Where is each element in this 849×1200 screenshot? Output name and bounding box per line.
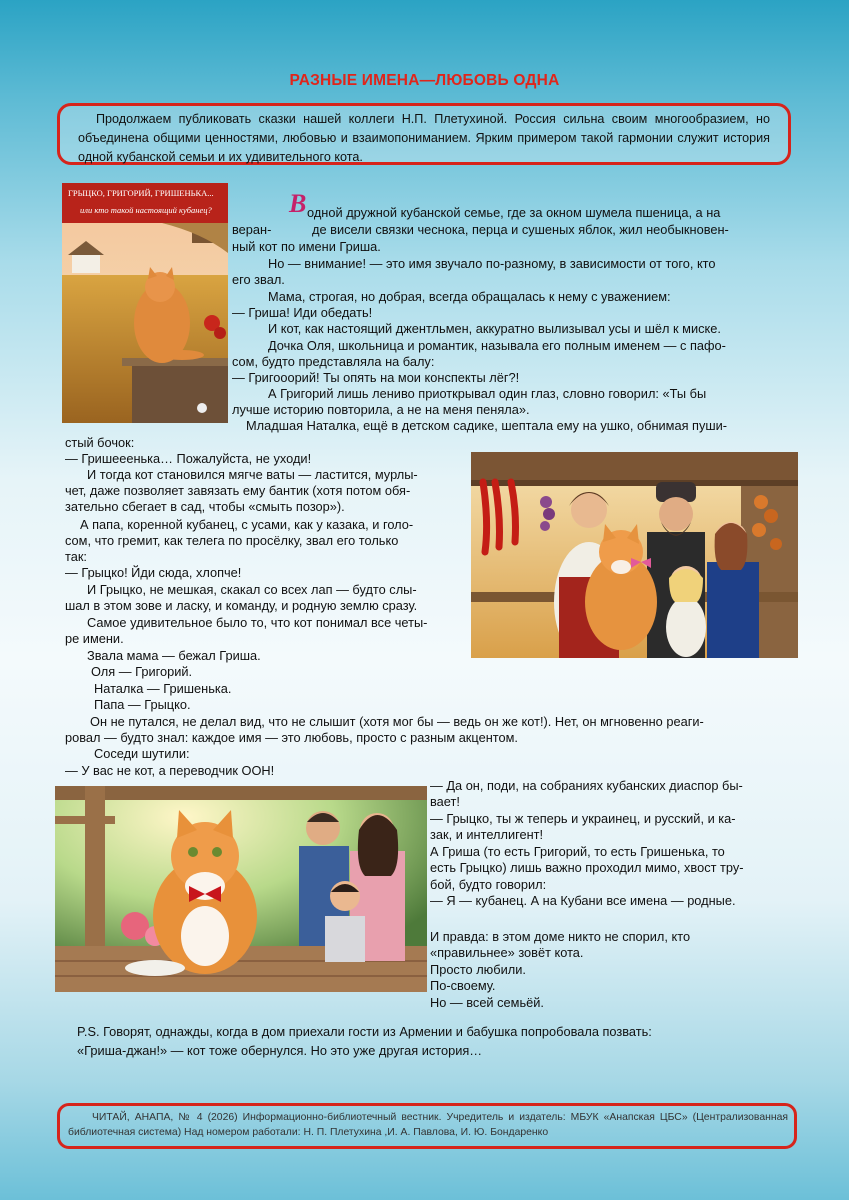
story-line: его звал. [232, 272, 285, 287]
story-line: — Грыцко! Йди сюда, хлопче! [65, 565, 242, 580]
story-line: чет, даже позволяет завязать ему бантик (хотя потом обя- [65, 483, 411, 498]
story-line: Он не путался, не делал вид, что не слышит (хотя мог бы — ведь он же кот!). Нет, он мгновенно реаги- [90, 714, 704, 729]
story-line: есть Грыцко) лишь важно проходил мимо, хвост тру- [430, 860, 744, 875]
story-line: Оля — Григорий. [91, 664, 193, 679]
story-line: Самое удивительное было то, что кот понимал все четы- [87, 615, 428, 630]
postscript-line: P.S. Говорят, однажды, когда в дом приехали гости из Армении и бабушка попробовала позвать: [77, 1024, 652, 1039]
cat-family-illustration [55, 786, 427, 992]
cat-family-photo [55, 786, 427, 992]
footer-text: ЧИТАЙ, АНАПА, № 4 (2026) Информационно-библиотечный вестник. Учредитель и издатель: МБУК «Анапская ЦБС» (Централизованная библиотечная система) Над номером работали: Н. П. Плетухина ,И. А. Павлова, И. Ю. Бондаренко [68, 1112, 788, 1138]
book-cover-image [62, 183, 228, 423]
story-line: Соседи шутили: [94, 746, 190, 761]
story-line: сом, будто представляла на балу: [232, 354, 435, 369]
story-line: лучше историю повторила, а не на меня пеняла». [232, 402, 530, 417]
story-line: бой, будто говорил: [430, 877, 547, 892]
story-line: сом, что гремит, как телега по просёлку, звал его только [65, 533, 399, 548]
story-line: Папа — Грыцко. [94, 697, 191, 712]
page-title: РАЗНЫЕ ИМЕНА—ЛЮБОВЬ ОДНА [289, 72, 560, 89]
story-line: шал в этом зове и ласку, и команду, и родную землю сразу. [65, 598, 418, 613]
story-line: ровал — будто знал: каждое имя — это любовь, просто с разным акцентом. [65, 730, 518, 745]
story-line: Мама, строгая, но добрая, всегда обращалась к нему с уважением: [268, 289, 671, 304]
story-line: веран- [232, 222, 272, 237]
cover-title [62, 183, 228, 223]
story-line: — Григооорий! Ты опять на мои конспекты лёг?! [232, 370, 520, 385]
story-line: — Да он, поди, на собраниях кубанских диаспор бы- [430, 778, 743, 793]
drop-cap: В [289, 189, 307, 218]
story-line: И кот, как настоящий джентльмен, аккуратно вылизывал усы и шёл к миске. [268, 321, 721, 336]
story-line: де висели связки чеснока, перца и сушеных яблок, жил необыкновен- [312, 222, 729, 237]
cover-title-line2: или кто такой настоящий кубанец? [80, 205, 212, 215]
story-line: вает! [430, 794, 460, 809]
family-photo [471, 452, 798, 658]
cover-title-line1: ГРЫЦКО, ГРИГОРИЙ, ГРИШЕНЬКА... [68, 188, 214, 198]
story-line: Но — внимание! — это имя звучало по-разному, в зависимости от того, кто [268, 256, 716, 271]
story-line: зак, и интеллигент! [430, 827, 544, 842]
story-line: — Гриша! Иди обедать! [232, 305, 373, 320]
postscript-line: «Гриша-джан!» — кот тоже обернулся. Но это уже другая история… [77, 1043, 483, 1058]
story-line: А папа, коренной кубанец, с усами, как у казака, и голо- [80, 517, 414, 532]
story-line: стый бочок: [65, 435, 135, 450]
story-line: А Гриша (то есть Григорий, то есть Гришенька, то [430, 844, 725, 859]
story-line: — У вас не кот, а переводчик ООН! [65, 763, 275, 778]
story-line: зательно сбегает в сад, чтобы «смыть позор»). [65, 499, 345, 514]
story-line: ре имени. [65, 631, 124, 646]
story-line: И Грыцко, не мешкая, скакал со всех лап — будто слы- [87, 582, 417, 597]
story-line: Дочка Оля, школьница и романтик, называла его полным именем — с пафо- [268, 338, 726, 353]
story-line: По-своему. [430, 978, 496, 993]
family-illustration [471, 452, 798, 658]
story-line: И правда: в этом доме никто не спорил, кто [430, 929, 691, 944]
story-line: ный кот по имени Гриша. [232, 239, 381, 254]
intro-box: Продолжаем публиковать сказки нашей коллеги Н.П. Плетухиной. Россия сильна своим многообразием, но объединена общими ценностями, любовью и взаимопониманием. Ярким примером такой гармонии служит история одной кубанской семьи и их удивительного кота. [57, 103, 791, 165]
story-line: А Григорий лишь лениво приоткрывал один глаз, словно говорил: «Ты бы [268, 386, 707, 401]
story-line: И тогда кот становился мягче ваты — ластится, мурлы- [87, 467, 418, 482]
story-line: «правильнее» зовёт кота. [430, 945, 584, 960]
story-line: — Грыцко, ты ж теперь и украинец, и русский, и ка- [430, 811, 736, 826]
story-line: — Гришееенька… Пожалуйста, не уходи! [65, 451, 312, 466]
story-line: Но — всей семьёй. [430, 995, 544, 1010]
story-line: Звала мама — бежал Гриша. [87, 648, 261, 663]
story-line: Наталка — Гришенька. [94, 681, 232, 696]
story-line: Просто любили. [430, 962, 526, 977]
footer-box [57, 1103, 797, 1149]
story-line: так: [65, 549, 87, 564]
story-line: Младшая Наталка, ещё в детском садике, шептала ему на ушко, обнимая пуши- [246, 418, 728, 433]
story-line: — Я — кубанец. А на Кубани все имена — родные. [430, 893, 736, 908]
story-line: одной дружной кубанской семье, где за окном шумела пшеница, а на [307, 205, 721, 220]
